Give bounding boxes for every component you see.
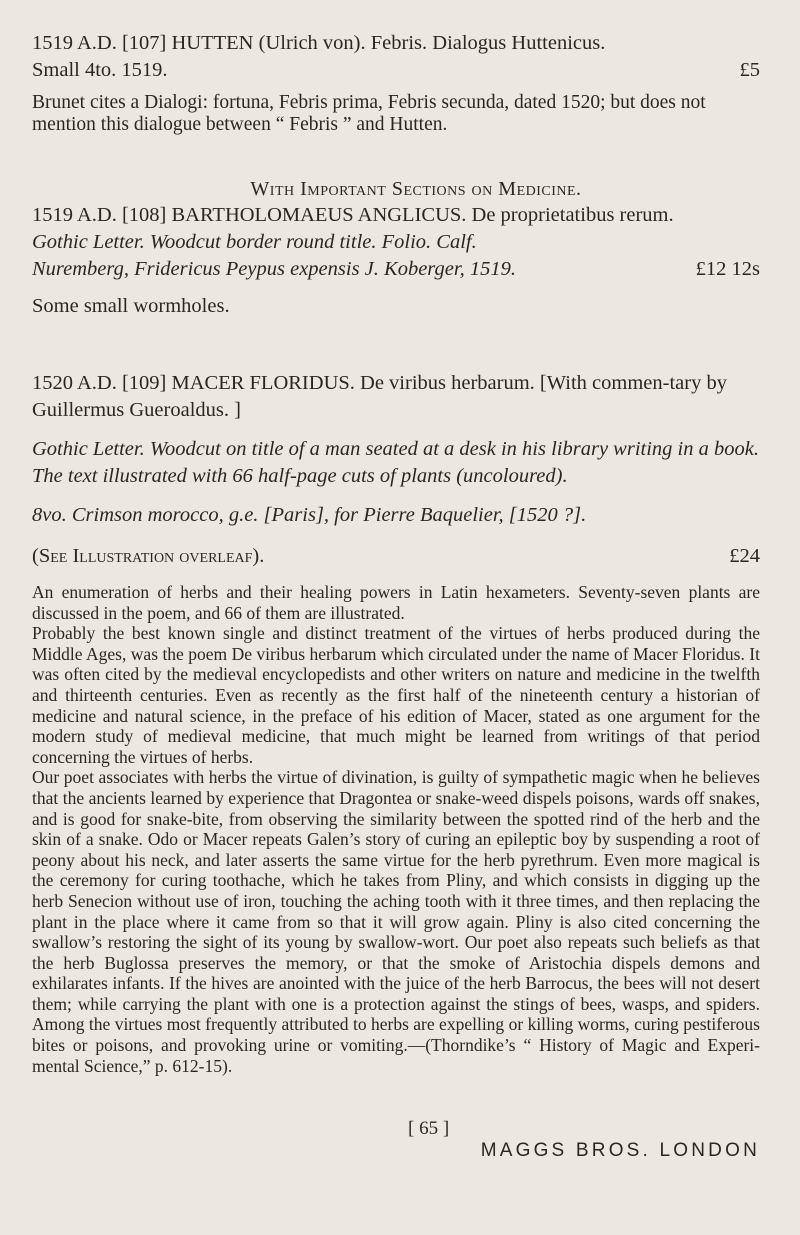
entry-109-imprint: 8vo. Crimson morocco, g.e. [Paris], for Pierre Baquelier, [1520 ?]. [32, 504, 587, 526]
entry-109-heading: 1520 A.D. [109] MACER FLORIDUS. De viribus herbarum. [With commen-tary by Guillermus Gueroaldus. ] [32, 372, 727, 421]
publisher-name: MAGGS BROS. LONDON [480, 1140, 760, 1161]
entry-108-imprint: Nuremberg, Fridericus Peypus expensis J. Koberger, 1519. [32, 258, 516, 280]
entry-108-note: Some small wormholes. [32, 295, 230, 317]
page-number: [ 65 ] [408, 1118, 450, 1139]
entry-107-format-row [32, 57, 760, 84]
entry-109-paragraph-1: An enumeration of herbs and their healing powers in Latin hexameters. Seventy-seven plants are discussed in the poem, and 66 of them are illustrated. [32, 582, 760, 623]
entry-107-heading: 1519 A.D. [107] HUTTEN (Ulrich von). Febris. Dialogus Huttenicus. [32, 32, 606, 54]
entry-109-see-row [32, 543, 760, 570]
entry-109-see-illustration: (See Illustration overleaf). [32, 545, 265, 567]
entry-108-price: £12 12s [695, 258, 760, 280]
entry-109-paragraph-3: Our poet associates with herbs the virtue of divination, is guilty of sympathetic magic when he believes that the ancients learned by experience that Dragontea or snake-weed dispels poisons, wards off snakes, and is good for snake-bite, from observing the similarity between the spotted rind of the herb and the skin of a snake. Odo or Macer repeats Galen’s story of curing an epileptic boy by suspending a root of peony about his neck, and later asserts the same virtue for the herb pyrethrum. Even more magical is the ceremony for curing toothache, which he takes from Pliny, and which consists in digging up the herb Senecion without use of iron, touching the aching tooth with it three times, and then replacing the plant in the place where it came from so that it will grow again. Pliny is also cited concerning the swallow’s restoring the sight of its young by swallow-wort. Our poet also repeats such beliefs as that the herb Buglossa preserves the memory, or that the smoke of Aristochia dispels demons and exhilarates infants. If the hives are anointed with the juice of the herb Barrocus, the bees will not desert them; while carrying the plant with one is a protection against the stings of bees, wasps, and spiders. Among the virtues most frequently attributed to herbs are expelling or killing worms, curing pestiferous bites or poisons, and provoking urine or vomiting.—(Thorndike’s “ History of Magic and Experi-mental Science,” p. 612-15). [32, 767, 760, 1076]
entry-108-description: Gothic Letter. Woodcut border round title. Folio. Calf. [32, 231, 477, 253]
entry-107-note: Brunet cites a Dialogi: fortuna, Febris prima, Febris secunda, dated 1520; but does not mention this dialogue between “ Febris ” and Hutten. [32, 92, 706, 135]
entry-107-format: Small 4to. 1519. [32, 59, 168, 81]
entry-109-commentary [32, 582, 760, 1076]
entry-108-imprint-row [32, 256, 760, 283]
entry-109-price: £24 [729, 545, 760, 567]
entry-108-heading: 1519 A.D. [108] BARTHOLOMAEUS ANGLICUS. De proprietatibus rerum. [32, 204, 674, 226]
entry-107-price: £5 [739, 59, 760, 81]
entry-109-paragraph-2: Probably the best known single and distinct treatment of the virtues of herbs produced during the Middle Ages, was the poem De viribus herbarum which circulated under the name of Macer Floridus. It was often cited by the medieval encyclopedists and other writers on nature and medicine in the twelfth and thirteenth centuries. Even as recently as the first half of the nineteenth century a historian of medicine and natural science, in the preface of his edition of Macer, stated as one argument for the modern study of medieval medicine, that much might be learned from writings of that period concerning the virtues of herbs. [32, 623, 760, 767]
section-title: With Important Sections on Medicine. [250, 178, 582, 200]
entry-109-description: Gothic Letter. Woodcut on title of a man seated at a desk in his library writing in a book. The text illustrated with 66 half-page cuts of plants (uncoloured). [32, 438, 759, 487]
